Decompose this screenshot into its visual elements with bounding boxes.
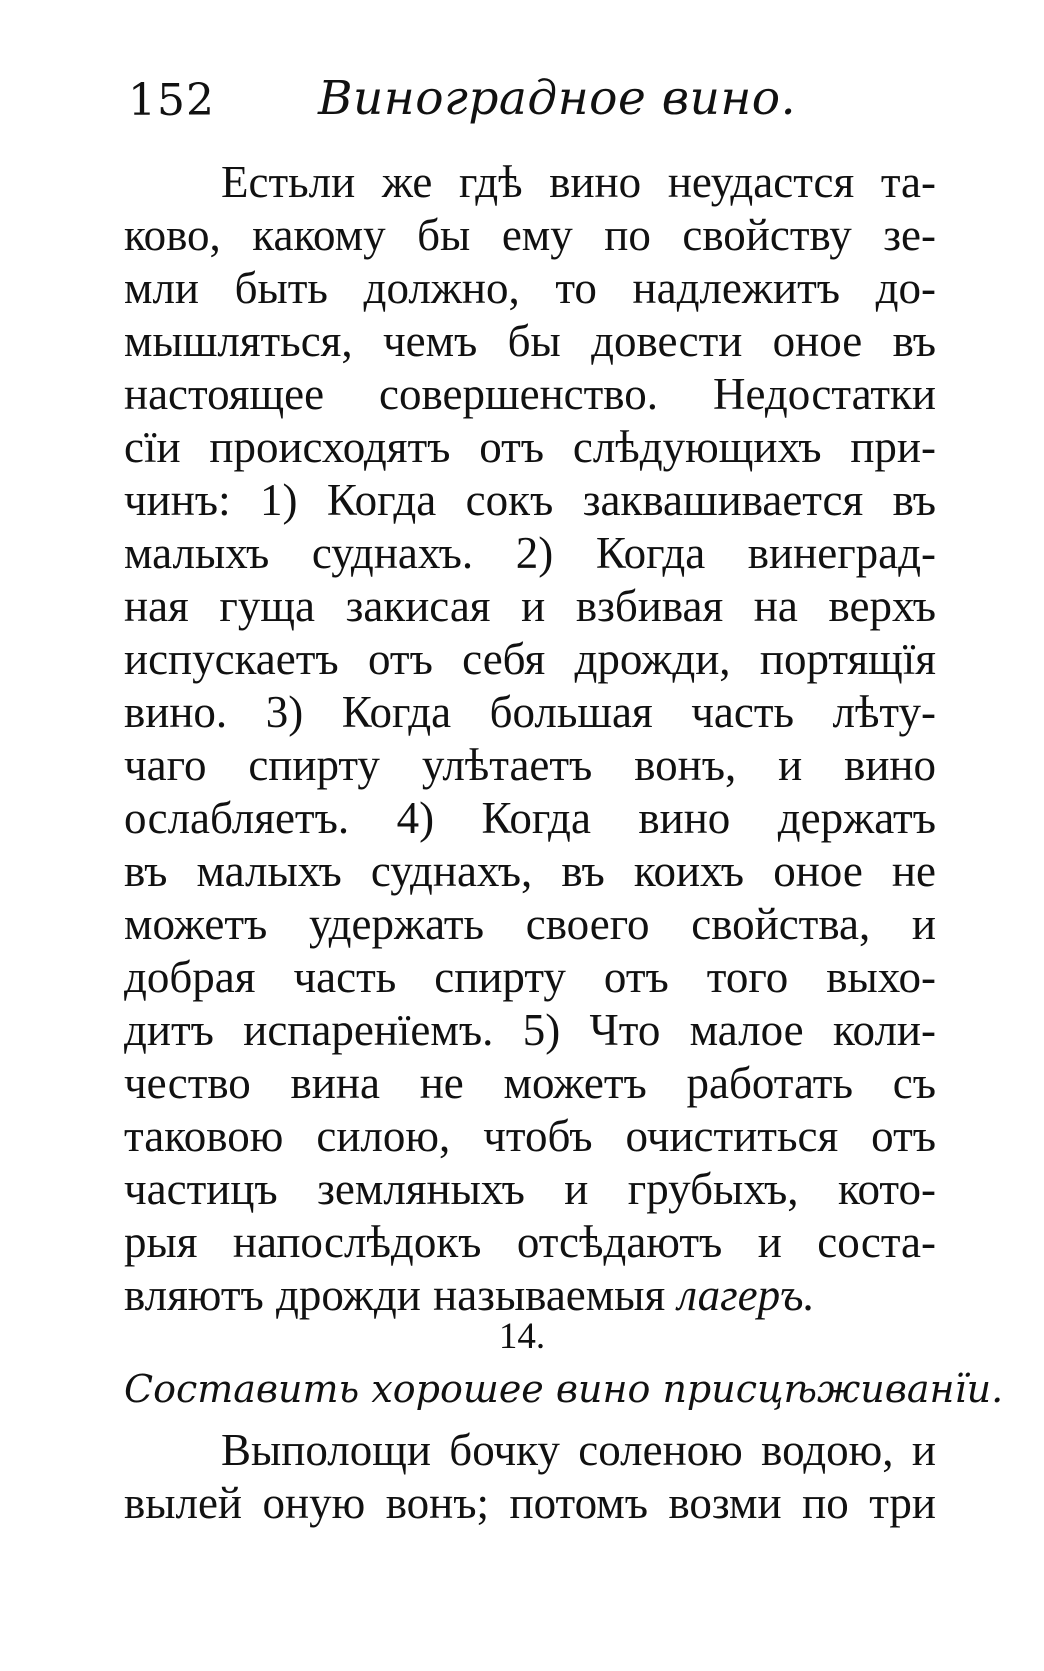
paragraph-line: добрая часть спирту отъ того выхо- bbox=[124, 952, 936, 1002]
paragraph-line: можетъ удержать своего свойства, и bbox=[124, 899, 936, 949]
paragraph-line: мли быть должно, то надлежитъ до- bbox=[124, 263, 936, 313]
page-number: 152 bbox=[128, 75, 215, 126]
paragraph-line: ная гуща закисая и взбивая на верхъ bbox=[124, 581, 936, 631]
paragraph-line: ково, какому бы ему по свойству зе- bbox=[124, 210, 936, 260]
paragraph-line: сїи происходятъ отъ слѣдующихъ при- bbox=[124, 422, 936, 472]
paragraph-line: въ малыхъ суднахъ, въ коихъ оное не bbox=[124, 846, 936, 896]
paragraph-line: Естьли же гдѣ вино неудастся та- bbox=[221, 157, 936, 207]
paragraph-line: малыхъ суднахъ. 2) Когда винеград- bbox=[124, 528, 936, 578]
paragraph-line: частицъ земляныхъ и грубыхъ, кото- bbox=[124, 1164, 936, 1214]
paragraph-line: дитъ испаренїемъ. 5) Что малое коли- bbox=[124, 1005, 936, 1055]
paragraph-line: чество вина не можетъ работать съ bbox=[124, 1058, 936, 1108]
paragraph-line: испускаетъ отъ себя дрожди, портящїя bbox=[124, 634, 936, 684]
section-number: 14. bbox=[498, 1316, 546, 1357]
paragraph-line: чаго спирту улѣтаетъ вонъ, и вино bbox=[124, 740, 936, 790]
last-line-text: вляютъ дрожди называемыя bbox=[124, 1270, 678, 1320]
paragraph-line: вино. 3) Когда большая часть лѣту- bbox=[124, 687, 936, 737]
italic-term: лагеръ. bbox=[677, 1270, 815, 1320]
running-title: Виноградное вино. bbox=[318, 71, 797, 126]
paragraph-line: чинъ: 1) Когда сокъ заквашивается въ bbox=[124, 475, 936, 525]
paragraph-line: мышляться, чемъ бы довести оное въ bbox=[124, 316, 936, 366]
section-paragraph bbox=[124, 1424, 936, 1530]
paragraph-line: рыя напослѣдокъ отсѣдаютъ и соста- bbox=[124, 1217, 936, 1267]
section-paragraph-line: Выполощи бочку соленою водою, и bbox=[221, 1425, 936, 1475]
section-title: Составить хорошее вино присцѣживанїи. bbox=[124, 1367, 1004, 1411]
paragraph-line: ослабляетъ. 4) Когда вино держатъ bbox=[124, 793, 936, 843]
paragraph-line: таковою силою, чтобъ очиститься отъ bbox=[124, 1111, 936, 1161]
paragraph-line: настоящее совершенство. Недостатки bbox=[124, 369, 936, 419]
page-header bbox=[128, 70, 938, 142]
section-paragraph-line: вылей оную вонъ; потомъ возми по три bbox=[124, 1478, 936, 1528]
main-paragraph bbox=[124, 156, 936, 1322]
